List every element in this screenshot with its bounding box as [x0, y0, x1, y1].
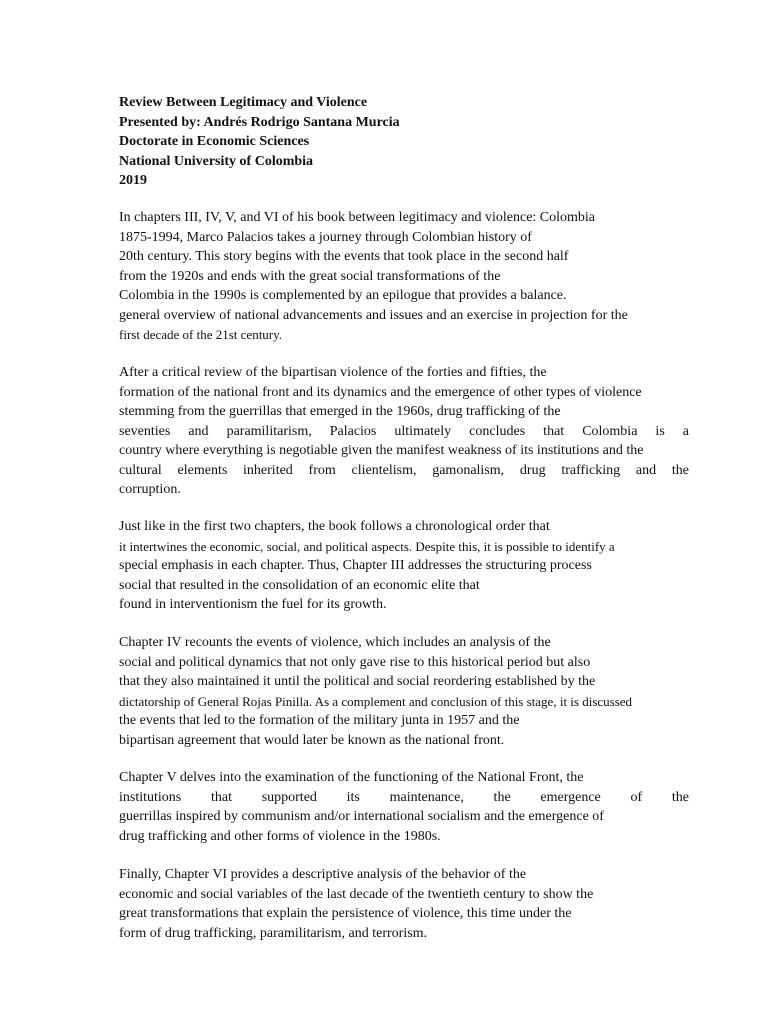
paragraph-line: great transformations that explain the persistence of violence, this time under the [119, 906, 572, 921]
paragraph-line: corruption. [119, 482, 181, 497]
paragraph-line: first decade of the 21st century. [119, 327, 283, 342]
document-title: Review Between Legitimacy and Violence [119, 95, 368, 110]
paragraph-line: economic and social variables of the last decade of the twentieth century to show the [119, 886, 594, 902]
paragraph-line: drug trafficking and other forms of violence in the 1980s. [119, 828, 441, 844]
year-line: 2019 [119, 173, 147, 188]
paragraph-line: After a critical review of the bipartisan violence of the forties and fifties, the [119, 365, 547, 380]
program-line: Doctorate in Economic Sciences [119, 134, 310, 149]
paragraph-line: country where everything is negotiable given the manifest weakness of its institutions and the [119, 443, 644, 458]
paragraph-review [119, 363, 689, 500]
paragraph-line: from the 1920s and ends with the great social transformations of the [119, 268, 501, 284]
paragraph-line: 20th century. This story begins with the events that took place in the second half [119, 249, 569, 264]
paragraph-chapter-v [119, 768, 689, 846]
paragraph-line: general overview of national advancements and issues and an exercise in projection for the [119, 307, 628, 323]
university-line: National University of Colombia [119, 153, 314, 169]
paragraph-line: social that resulted in the consolidation of an economic elite that [119, 577, 480, 593]
paragraph-line: stemming from the guerrillas that emerged in the 1960s, drug trafficking of the [119, 404, 561, 419]
paragraph-line: guerrillas inspired by communism and/or international socialism and the emergence of [119, 809, 604, 824]
paragraph-line: Colombia in the 1990s is complemented by an epilogue that provides a balance. [119, 288, 567, 303]
paragraph-line: cultural elements inherited from clientelism, gamonalism, drug trafficking and the [119, 462, 689, 478]
paragraph-line: special emphasis in each chapter. Thus, Chapter III addresses the structuring process [119, 558, 592, 573]
paragraph-line: bipartisan agreement that would later be known as the national front. [119, 732, 505, 748]
paragraph-line: social and political dynamics that not only gave rise to this historical period but also [119, 654, 591, 670]
paragraph-line: 1875-1994, Marco Palacios takes a journey through Colombian history of [119, 229, 532, 245]
paragraph-intro [119, 208, 689, 345]
paragraph-chapter-iv [119, 633, 689, 750]
paragraph-chapter-vi [119, 865, 689, 943]
paragraph-line: Just like in the first two chapters, the book follows a chronological order that [119, 519, 550, 534]
paragraph-line: seventies and paramilitarism, Palacios ultimately concludes that Colombia is a [119, 423, 689, 439]
paragraph-chapter-overview [119, 517, 689, 615]
paragraph-line: In chapters III, IV, V, and VI of his book between legitimacy and violence: Colombia [119, 210, 596, 225]
paragraph-line: form of drug trafficking, paramilitarism, and terrorism. [119, 925, 428, 941]
paragraph-line: dictatorship of General Rojas Pinilla. As a complement and conclusion of this stage, it is discussed [119, 693, 633, 709]
paragraph-line: formation of the national front and its dynamics and the emergence of other types of violence [119, 384, 642, 400]
document-header [119, 93, 400, 191]
paragraph-line: the events that led to the formation of the military junta in 1957 and the [119, 713, 520, 728]
author-line: Presented by: Andrés Rodrigo Santana Murcia [119, 114, 400, 130]
paragraph-line: that they also maintained it until the political and social reordering established by the [119, 674, 596, 689]
paragraph-line: it intertwines the economic, social, and political aspects. Despite this, it is possible to identify a [119, 538, 615, 554]
paragraph-line: institutions that supported its maintenance, the emergence of the [119, 789, 689, 805]
paragraph-line: Finally, Chapter VI provides a descriptive analysis of the behavior of the [119, 867, 527, 882]
paragraph-line: found in interventionism the fuel for its growth. [119, 597, 387, 612]
paragraph-line: Chapter V delves into the examination of the functioning of the National Front, the [119, 770, 584, 785]
paragraph-line: Chapter IV recounts the events of violence, which includes an analysis of the [119, 635, 551, 650]
